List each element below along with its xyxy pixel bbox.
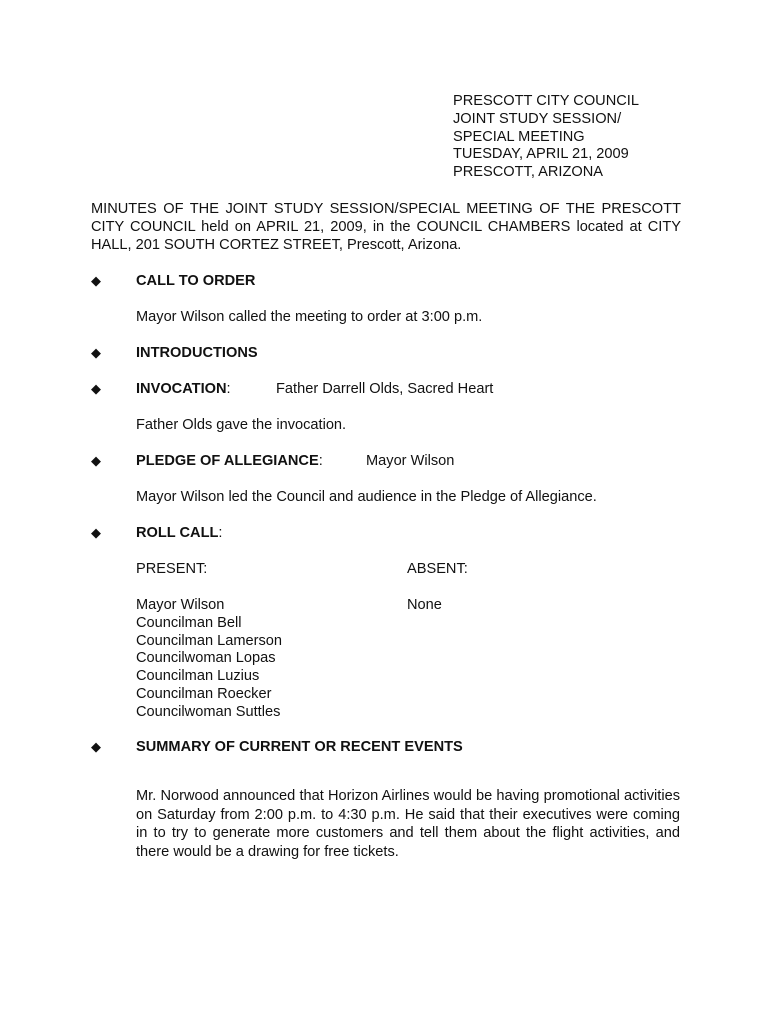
header-line: SPECIAL MEETING [453, 128, 585, 145]
section-title-text: ROLL CALL [136, 525, 219, 541]
list-item: Councilman Luzius [136, 668, 260, 685]
diamond-bullet-icon: ◆ [91, 525, 101, 540]
call-to-order-text: Mayor Wilson called the meeting to order at 3:00 p.m. [136, 309, 483, 325]
list-item: Councilman Roecker [136, 685, 272, 702]
diamond-bullet-icon: ◆ [91, 739, 101, 754]
invocation-by: Father Darrell Olds, Sacred Heart [276, 381, 494, 397]
list-item: Mayor Wilson [136, 597, 225, 613]
absent-list [407, 597, 442, 615]
present-list [136, 597, 282, 722]
title-colon: : [226, 381, 231, 397]
diamond-bullet-icon: ◆ [91, 273, 101, 288]
list-item: Councilman Lamerson [136, 632, 283, 649]
list-item: None [407, 597, 442, 613]
summary-text: Mr. Norwood announced that Horizon Airlines would be having promotional activities on Saturday from 2:00 p.m. to 4:30 p.m. He said that their executives were coming in to try to generate more customers and tell them about the flight activities, and there would be a drawing for free tickets. [136, 788, 680, 860]
invocation-text: Father Olds gave the invocation. [136, 417, 347, 433]
section-title: SUMMARY OF CURRENT OR RECENT EVENTS [136, 739, 463, 755]
section-title [136, 453, 323, 469]
section-title: CALL TO ORDER [136, 273, 256, 289]
pledge-text: Mayor Wilson led the Council and audience in the Pledge of Allegiance. [136, 489, 597, 505]
section-title-text: PLEDGE OF ALLEGIANCE [136, 453, 319, 469]
section-title [136, 525, 222, 541]
title-colon: : [318, 453, 323, 469]
section-title-text: INVOCATION [136, 381, 227, 397]
header-line: PRESCOTT, ARIZONA [453, 164, 604, 181]
list-item: Councilman Bell [136, 614, 242, 631]
meeting-header [453, 93, 639, 182]
minutes-intro: MINUTES OF THE JOINT STUDY SESSION/SPECIAL MEETING OF THE PRESCOTT CITY COUNCIL held on APRIL 21, 2009, in the COUNCIL CHAMBERS located at CITY HALL, 201 SOUTH CORTEZ STREET, Prescott, Arizona. [91, 201, 681, 253]
diamond-bullet-icon: ◆ [91, 381, 101, 396]
header-line: PRESCOTT CITY COUNCIL [453, 93, 639, 109]
list-item: Councilwoman Lopas [136, 650, 276, 667]
pledge-by: Mayor Wilson [366, 453, 455, 469]
absent-label: ABSENT: [407, 561, 468, 577]
title-colon: : [218, 525, 223, 541]
list-item: Councilwoman Suttles [136, 703, 281, 720]
header-line: TUESDAY, APRIL 21, 2009 [453, 146, 629, 163]
diamond-bullet-icon: ◆ [91, 453, 101, 468]
present-label: PRESENT: [136, 561, 208, 577]
section-title [136, 381, 231, 397]
header-line: JOINT STUDY SESSION/ [453, 110, 622, 127]
section-title: INTRODUCTIONS [136, 345, 258, 361]
diamond-bullet-icon: ◆ [91, 345, 101, 360]
